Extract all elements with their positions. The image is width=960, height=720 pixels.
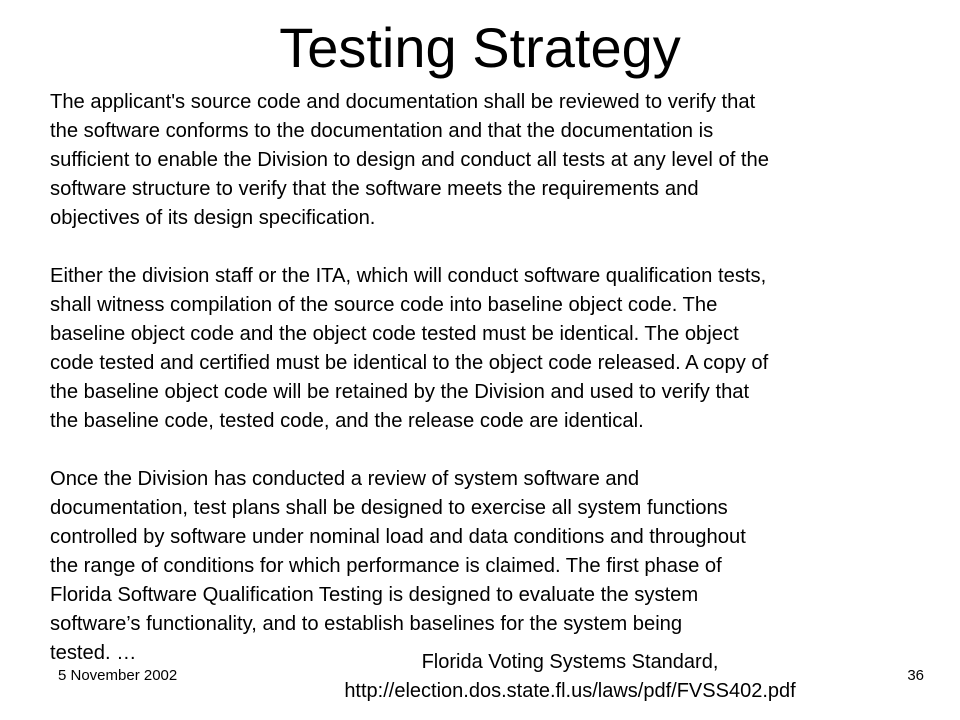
slide-title: Testing Strategy: [279, 16, 681, 79]
page-number: 36: [907, 667, 924, 684]
body-paragraph-3: Once the Division has conducted a review of system software and documentation, test plans shall be designed to exercise all system functions controlled by software under nominal load and data conditions and throughout the range of conditions for which performance is claimed. The first phase of Florida Software Qualification Testing is designed to evaluate the system software’s functionality, and to establish baselines for the system being tested. …: [50, 468, 746, 664]
body-paragraph-2: Either the division staff or the ITA, which will conduct software qualification tests, shall witness compilation of the source code into baseline object code. The baseline object code and the object code tested must be identical. The object code tested and certified must be identical to the object code released. A copy of the baseline object code will be retained by the Division and used to verify that the baseline code, tested code, and the release code are identical.: [50, 265, 769, 432]
slide-body: [50, 88, 930, 668]
body-paragraph-1: The applicant's source code and documentation shall be reviewed to verify that the software conforms to the documentation and that the documentation is sufficient to enable the Division to design and conduct all tests at any level of the software structure to verify that the software meets the requirements and objectives of its design specification.: [50, 91, 769, 229]
footer-date: 5 November 2002: [58, 667, 178, 684]
source-citation: Florida Voting Systems Standard, http://election.dos.state.fl.us/laws/pdf/FVSS402.pdf: [344, 651, 796, 702]
